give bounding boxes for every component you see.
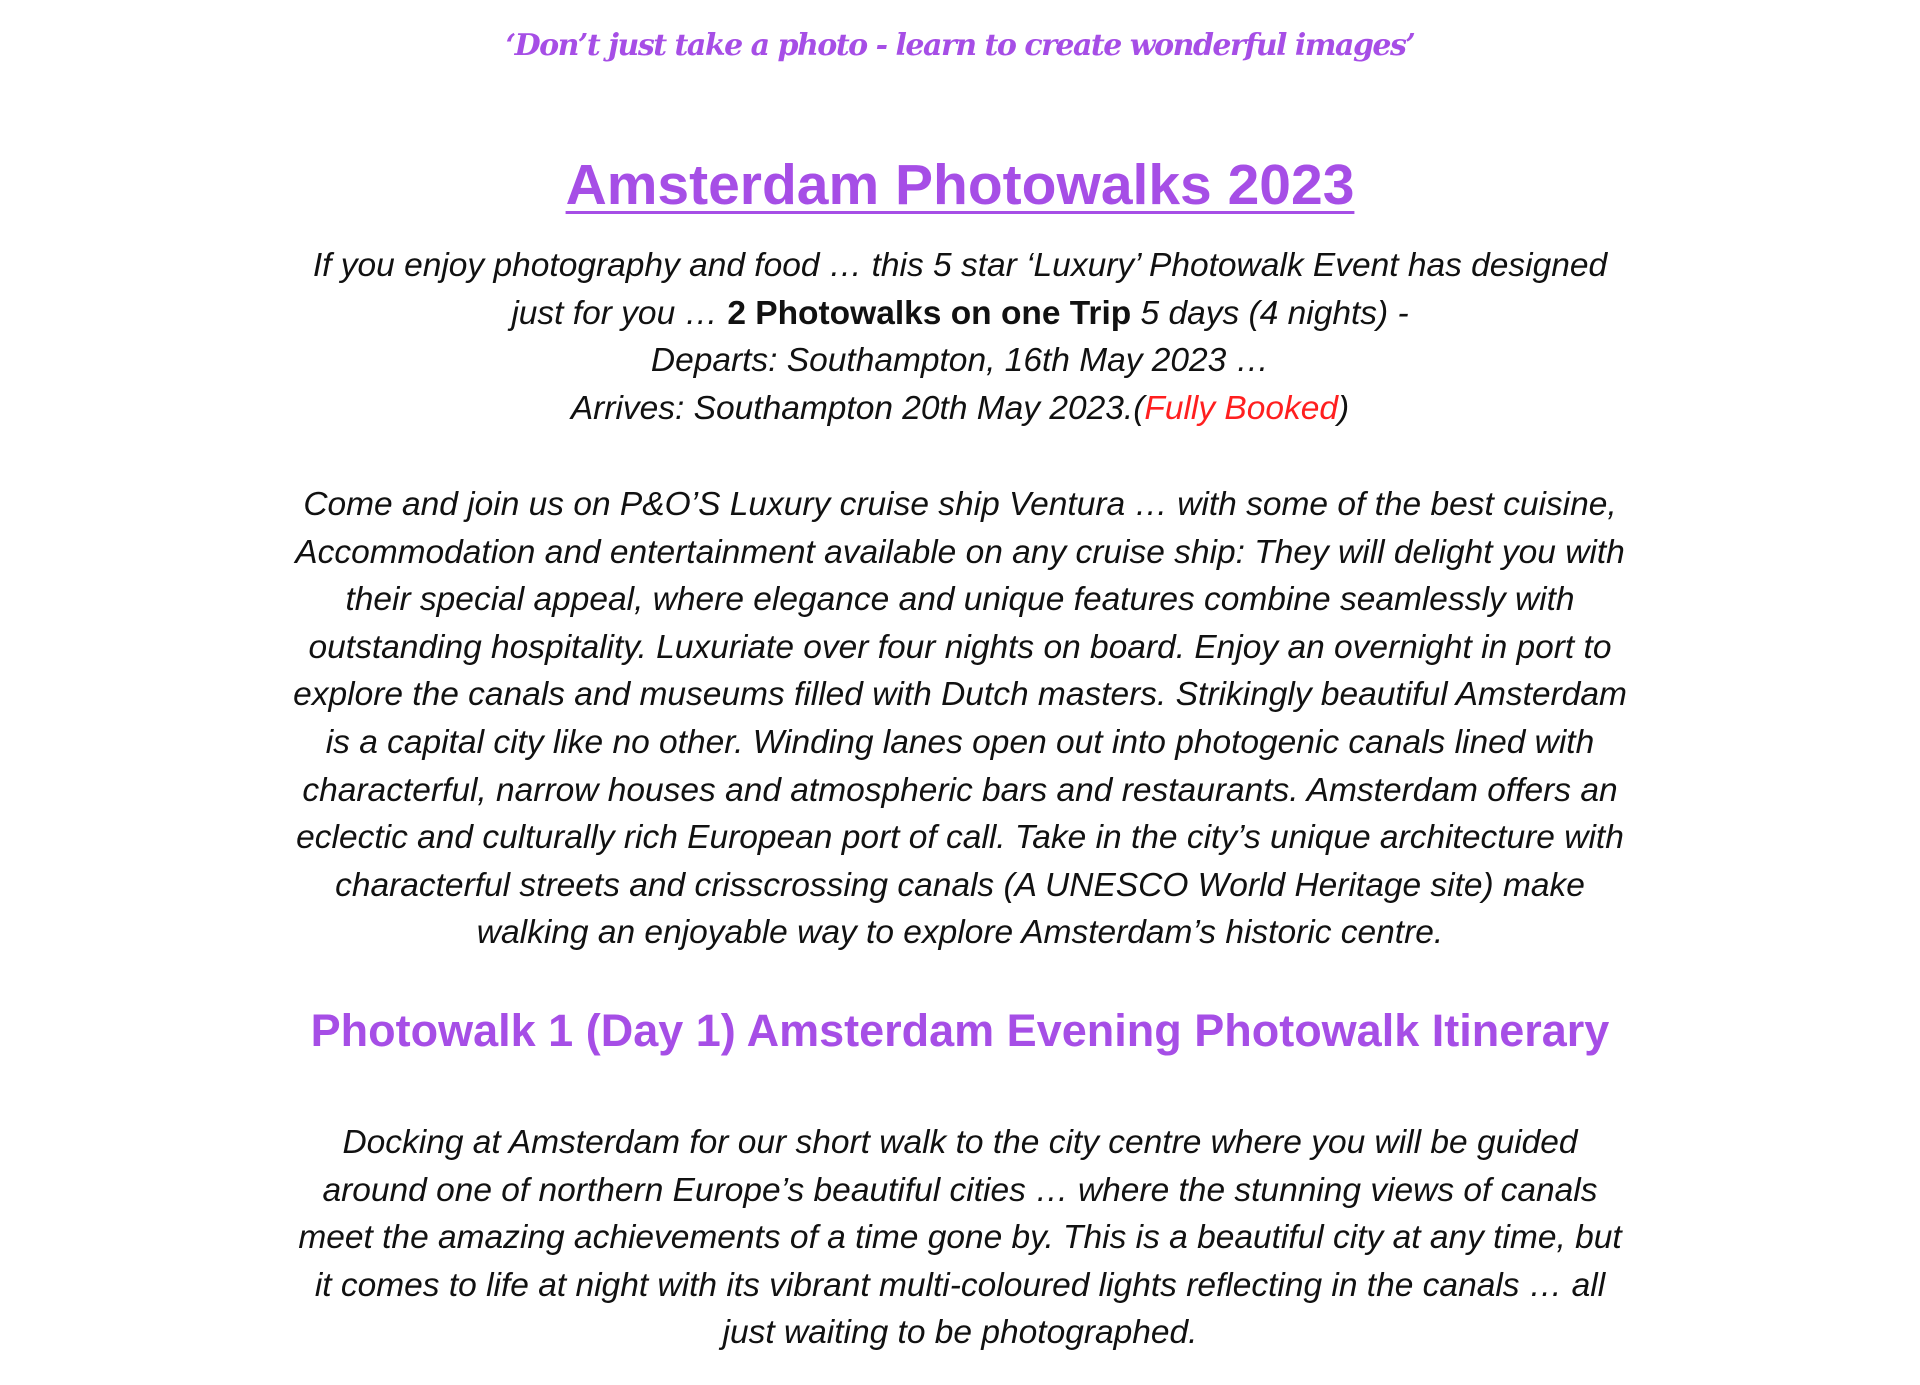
description-line: eclectic and culturally rich European port of call. Take in the city’s unique architecture with [296, 819, 1624, 857]
departure-line: Departs: Southampton, 16th May 2023 … [650, 342, 1270, 380]
photowalk-1-heading: Photowalk 1 (Day 1) Amsterdam Evening Photowalk Itinerary [310, 1005, 1610, 1056]
description-line: characterful streets and crisscrossing canals (A UNESCO World Heritage site) make [335, 866, 1585, 904]
description-line: their special appeal, where elegance and unique features combine seamlessly with [345, 581, 1575, 619]
photowalk-1-paragraph [0, 1119, 1920, 1357]
intro-line-2-prefix: just for you … [511, 294, 728, 332]
photowalk-1-line: just waiting to be photographed. [722, 1314, 1198, 1352]
intro-line-1: If you enjoy photography and food … this 5 star ‘Luxury’ Photowalk Event has designed [312, 247, 1608, 284]
page-title[interactable]: Amsterdam Photowalks 2023 [565, 153, 1355, 217]
photowalk-1-line: Docking at Amsterdam for our short walk to the city centre where you will be guided [342, 1124, 1578, 1161]
trip-duration: 5 days (4 nights) - [1131, 294, 1409, 332]
description-paragraph [0, 481, 1920, 957]
photowalk-1-line: around one of northern Europe’s beautiful cities … where the stunning views of canals [322, 1171, 1598, 1209]
intro-paragraph [0, 242, 1920, 432]
status-badge: Fully Booked [1144, 389, 1339, 427]
description-line: Come and join us on P&O’S Luxury cruise ship Ventura … with some of the best cuisine, [303, 486, 1617, 523]
arrival-text: Arrives: Southampton 20th May 2023.( [570, 389, 1145, 427]
arrival-close-paren: ) [1338, 389, 1350, 427]
description-line: walking an enjoyable way to explore Amsterdam’s historic centre. [476, 914, 1444, 952]
description-line: outstanding hospitality. Luxuriate over four nights on board. Enjoy an overnight in port to [308, 628, 1612, 666]
tagline: ‘Don’t just take a photo - learn to create wonderful images’ [505, 28, 1415, 63]
intro-line-2 [0, 290, 1920, 338]
photowalk-1-line: it comes to life at night with its vibrant multi-coloured lights reflecting in the canals … all [314, 1266, 1606, 1304]
description-line: explore the canals and museums filled with Dutch masters. Strikingly beautiful Amsterdam [293, 676, 1627, 714]
description-line: is a capital city like no other. Winding lanes open out into photogenic canals lined with [325, 723, 1595, 761]
arrival-line [0, 385, 1920, 433]
photowalks-count-highlight: 2 Photowalks on one Trip [727, 294, 1132, 332]
description-line: Accommodation and entertainment available on any cruise ship: They will delight you with [295, 533, 1625, 571]
description-line: characterful, narrow houses and atmospheric bars and restaurants. Amsterdam offers an [302, 771, 1618, 809]
photowalk-1-line: meet the amazing achievements of a time gone by. This is a beautiful city at any time, but [298, 1219, 1622, 1257]
